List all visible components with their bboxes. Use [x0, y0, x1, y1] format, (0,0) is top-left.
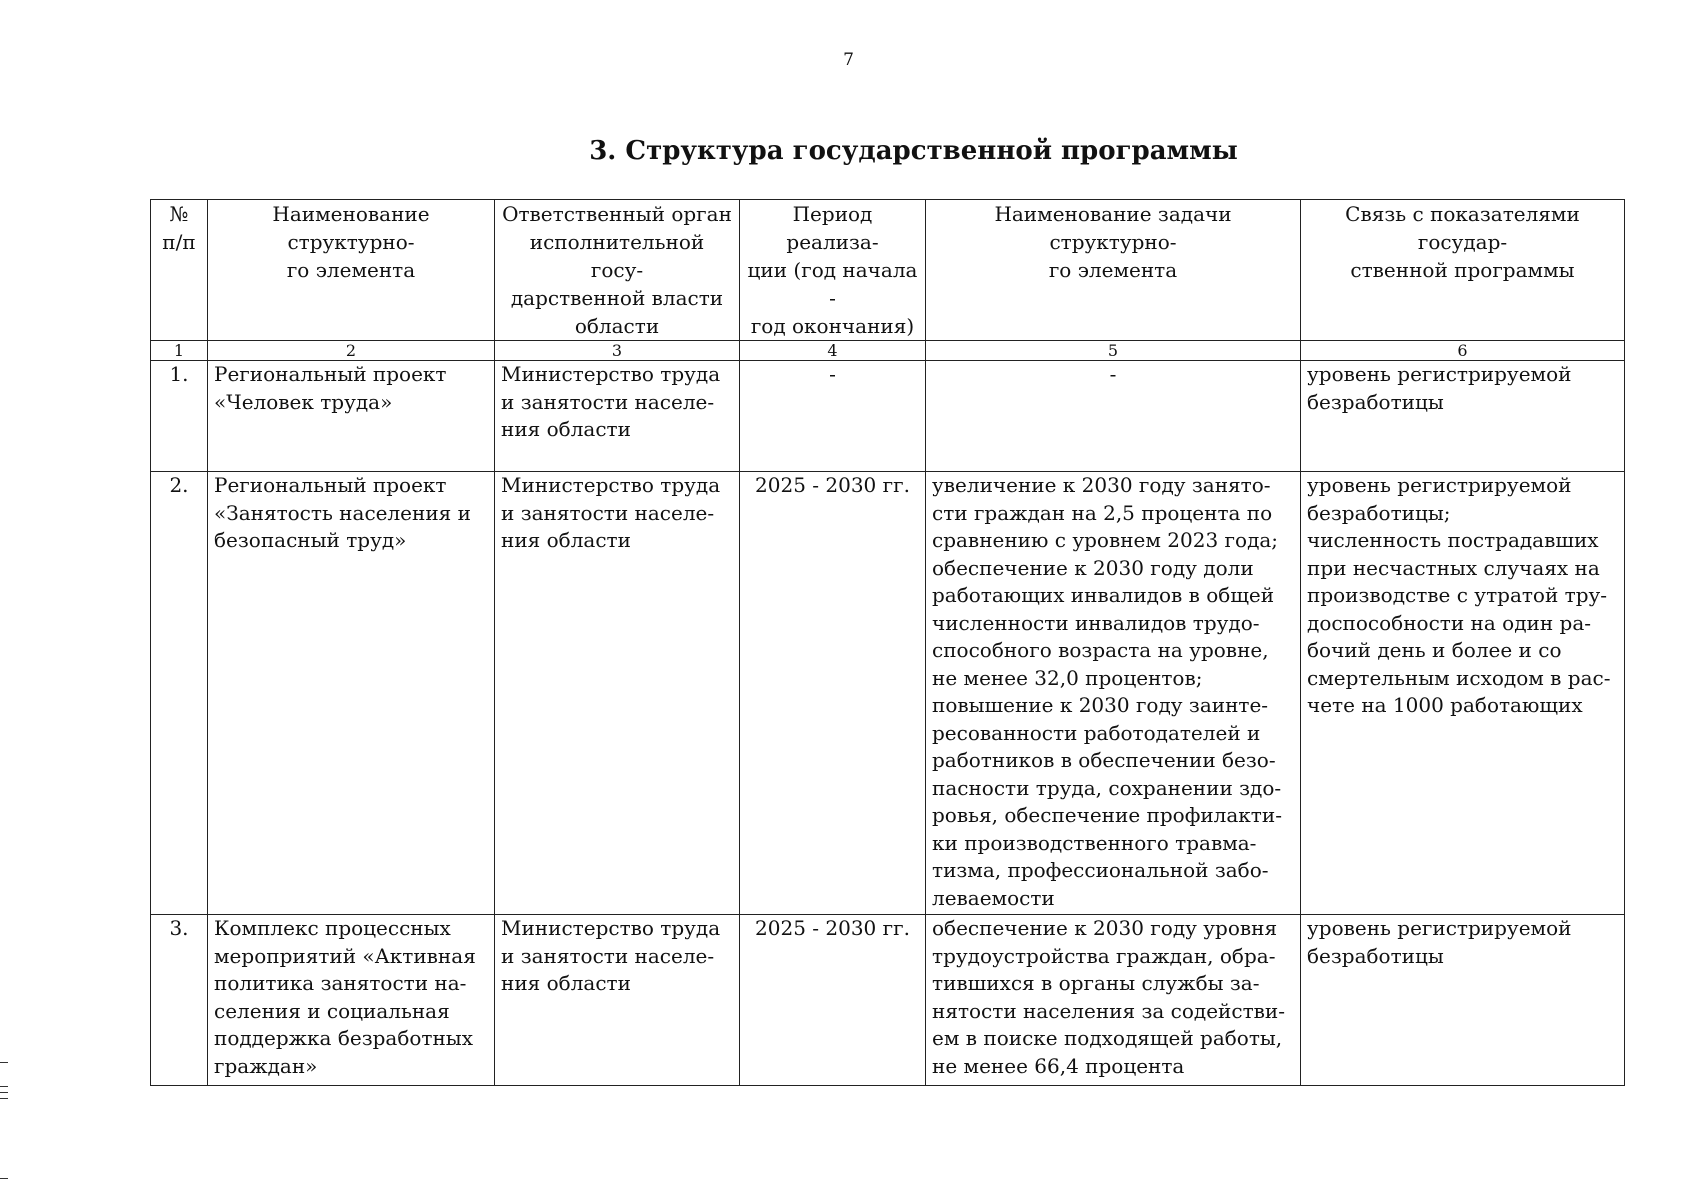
table-header-row [151, 200, 1625, 341]
element-name: Региональный проект «Занятость населения и безопасный труд» [208, 472, 495, 915]
header-task: Наименование задачи структурно- го элемента [926, 200, 1301, 341]
task: - [926, 361, 1301, 472]
indicator-link: уровень регистрируемой безработицы; численность пострадавших при несчастных случаях на производстве с утратой тру- доспособности на один ра- бочий день и более и со смертельным исходом в рас- чете на 1000 работающих [1301, 472, 1625, 915]
page-number: 7 [843, 50, 854, 70]
header-element-name: Наименование структурно- го элемента [208, 200, 495, 341]
margin-mark [0, 1098, 8, 1099]
task: обеспечение к 2030 году уровня трудоустройства граждан, обра- тившихся в органы службы за- нятости населения за содействи- ем в поиске подходящей работы, не менее 66,4 процента [926, 915, 1301, 1086]
header-number: № п/п [151, 200, 208, 341]
section-title: 3. Структура государственной программы [589, 136, 1238, 166]
column-number: 6 [1301, 341, 1625, 361]
column-number: 1 [151, 341, 208, 361]
row-number: 1. [151, 361, 208, 472]
margin-mark [0, 1086, 8, 1087]
margin-mark [0, 1092, 8, 1093]
responsible-organ: Министерство труда и занятости населе- ния области [495, 472, 740, 915]
table-row [151, 915, 1625, 1086]
indicator-link: уровень регистрируемой безработицы [1301, 915, 1625, 1086]
header-responsible-organ: Ответственный орган исполнительной госу- дарственной власти области [495, 200, 740, 341]
column-number: 2 [208, 341, 495, 361]
margin-mark [0, 1062, 8, 1063]
column-number: 5 [926, 341, 1301, 361]
margin-mark [0, 1178, 8, 1179]
element-name: Комплекс процессных мероприятий «Активная политика занятости на- селения и социальная поддержка безработных граждан» [208, 915, 495, 1086]
column-number-row [151, 341, 1625, 361]
column-number: 3 [495, 341, 740, 361]
program-structure-table [150, 199, 1625, 1086]
row-number: 3. [151, 915, 208, 1086]
period: 2025 - 2030 гг. [740, 472, 926, 915]
row-number: 2. [151, 472, 208, 915]
indicator-link: уровень регистрируемой безработицы [1301, 361, 1625, 472]
header-indicator-link: Связь с показателями государ- ственной программы [1301, 200, 1625, 341]
responsible-organ: Министерство труда и занятости населе- ния области [495, 915, 740, 1086]
period: 2025 - 2030 гг. [740, 915, 926, 1086]
element-name: Региональный проект «Человек труда» [208, 361, 495, 472]
task: увеличение к 2030 году занято- сти граждан на 2,5 процента по сравнению с уровнем 2023 года; обеспечение к 2030 году доли работающих инвалидов в общей численности инвалидов трудо- способного возраста на уровне, не менее 32,0 процентов; повышение к 2030 году заинте- ресованности работодателей и работников в обеспечении безо- пасности труда, сохранении здо- ровья, обеспечение профилакти- ки производственного травма- тизма, профессиональной забо- леваемости [926, 472, 1301, 915]
table-row [151, 472, 1625, 915]
table-row [151, 361, 1625, 472]
header-period: Период реализа- ции (год начала - год окончания) [740, 200, 926, 341]
responsible-organ: Министерство труда и занятости населе- ния области [495, 361, 740, 472]
column-number: 4 [740, 341, 926, 361]
period: - [740, 361, 926, 472]
